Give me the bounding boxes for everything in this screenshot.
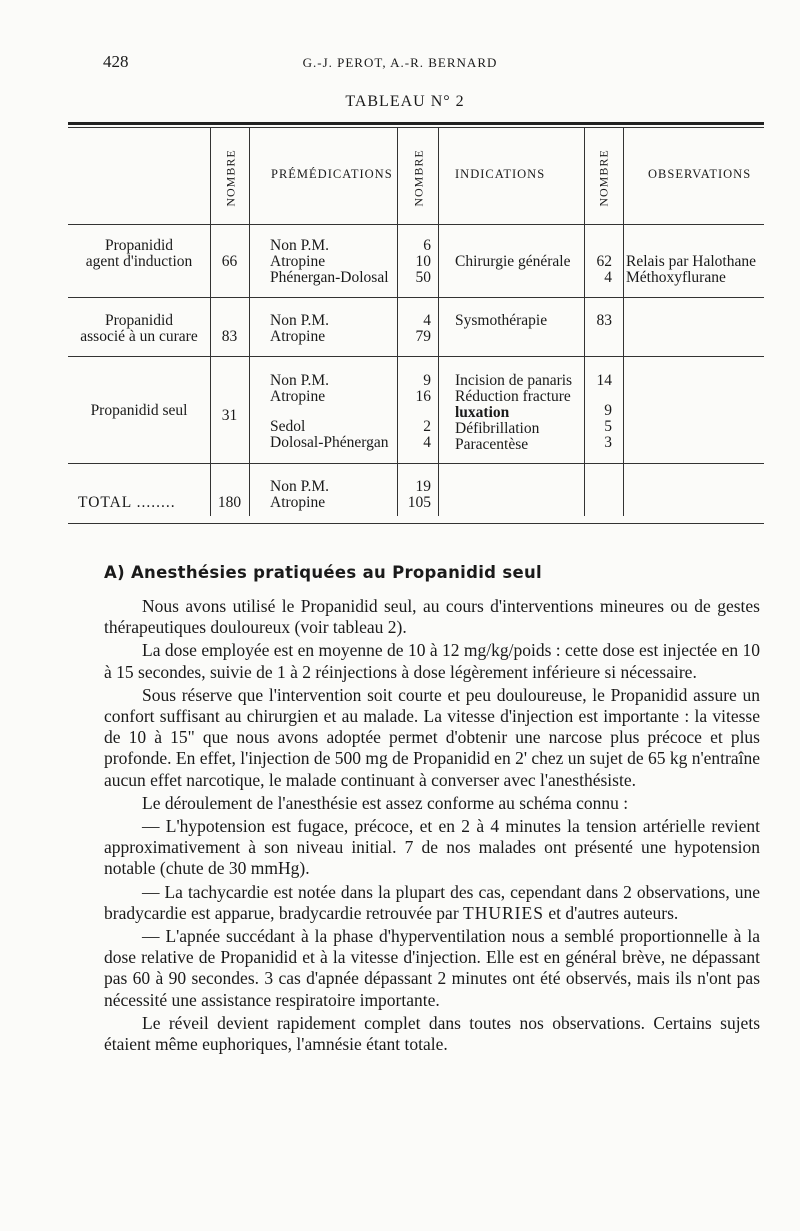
premedication-item: Non P.M.	[270, 237, 330, 254]
paragraph: La dose employée est en moyenne de 10 à 12 mg/kg/poids : cette dose est injectée en 10 à 15 secondes, suivie de 1 à 2 réinjections à dose légèrement inférieure si nécessaire.	[104, 640, 760, 682]
spacer	[270, 405, 389, 419]
premedication-item: Atropine	[270, 494, 326, 511]
paragraph	[104, 882, 760, 924]
premedication-count: 50	[415, 269, 431, 286]
header-nombre: NOMBRE	[411, 149, 426, 207]
premedication-item: Atropine	[270, 328, 326, 345]
paragraph: Le réveil devient rapidement complet dans toutes nos observations. Certains sujets étaient même euphoriques, l'amnésie étant totale.	[104, 1012, 760, 1055]
paragraph-text: — La tachycardie est notée dans la plupart des cas, cependant dans 2 observations, une bradycardie est apparue, bradycardie retrouvée par	[104, 881, 760, 923]
premedication-item: Sedol	[270, 418, 306, 435]
indication-count: 5	[604, 418, 612, 435]
row-nombre: 31	[221, 407, 238, 424]
premedication-count: 4	[423, 312, 431, 329]
indication-item: Paracentèse	[455, 436, 529, 453]
table-top-rule-thin	[68, 127, 764, 128]
col-divider	[438, 128, 439, 516]
section-heading: A) Anesthésies pratiquées au Propanidid seul	[104, 563, 542, 582]
header-nombre: NOMBRE	[223, 149, 238, 207]
premedication-item: Atropine	[270, 253, 326, 270]
row-rule	[68, 356, 764, 357]
premedication-count: 2	[423, 418, 431, 435]
premedication-item: Atropine	[270, 388, 326, 405]
col-divider	[249, 128, 250, 516]
premedication-item: Non P.M.	[270, 312, 330, 329]
indication-item: luxation	[455, 404, 510, 421]
row-label-line: agent d'induction	[85, 253, 193, 270]
indication-list	[455, 373, 572, 453]
row-label-line: associé à un curare	[80, 328, 198, 345]
indication-count: 62	[596, 253, 612, 270]
premedication-count: 16	[415, 388, 431, 405]
paragraph: Le déroulement de l'anesthésie est assez conforme au schéma connu :	[142, 792, 629, 813]
col-divider	[623, 128, 624, 516]
indication-item: Chirurgie générale	[455, 253, 571, 270]
premedication-count: 4	[423, 434, 431, 451]
page-header	[0, 52, 800, 76]
table-row-label: Propanidid seul	[90, 402, 188, 419]
row-label-line: Propanidid	[104, 237, 174, 254]
indication-item: Défibrillation	[455, 420, 540, 437]
premedication-count: 9	[423, 372, 431, 389]
row-rule	[68, 463, 764, 464]
premedication-count: 6	[423, 237, 431, 254]
premedication-item: Phénergan-Dolosal	[270, 269, 389, 286]
premedication-count: 19	[415, 478, 431, 495]
header-premedications: PRÉMÉDICATIONS	[271, 167, 393, 181]
paragraph: Nous avons utilisé le Propanidid seul, au cours d'interventions mineures ou de gestes thérapeutiques douloureux (voir tableau 2).	[104, 596, 760, 638]
row-nombre: 83	[221, 328, 238, 345]
page-number: 428	[103, 52, 129, 71]
indication-count: 4	[604, 269, 612, 286]
indication-item: Réduction fracture	[455, 388, 571, 405]
indication-counts	[585, 373, 612, 451]
table-row-label	[68, 238, 210, 270]
premedication-counts	[398, 313, 431, 345]
observation-item: Méthoxyflurane	[626, 269, 726, 286]
total-label: TOTAL ........	[78, 494, 176, 511]
table-top-rule	[68, 122, 764, 125]
indication-counts	[585, 254, 612, 286]
row-rule	[68, 224, 764, 225]
indication-item: Sysmothérapie	[455, 312, 548, 329]
total-nombre: 180	[217, 494, 242, 511]
premedication-item: Dolosal-Phénergan	[270, 434, 389, 451]
table-row-label	[68, 313, 210, 345]
indication-count: 9	[604, 402, 612, 419]
spacer	[585, 389, 612, 403]
paragraph: Sous réserve que l'intervention soit courte et peu douloureuse, le Propanidid assure un confort suffisant au chirurgien et au malade. La vitesse d'injection est importante : la vitesse de 10 à 15" que nous avons adoptée permet d'obtenir une narcose plus précoce et plus profonde. En effet, l'injection de 500 mg de Propanidid en 2' chez un sujet de 65 kg n'entraîne aucun effet narcotique, le malade continuant à converser avec l'anesthésiste.	[104, 684, 760, 790]
body-text	[104, 596, 760, 1057]
premedication-list	[270, 373, 389, 451]
paragraph-text: et d'autres auteurs.	[548, 902, 679, 923]
col-divider	[210, 128, 211, 516]
premedication-list	[270, 238, 389, 286]
indication-count: 3	[604, 434, 612, 451]
header-observations: OBSERVATIONS	[648, 167, 752, 181]
premedication-item: Non P.M.	[270, 372, 330, 389]
spacer	[398, 405, 431, 419]
running-head-authors: G.-J. PEROT, A.-R. BERNARD	[302, 55, 498, 70]
row-label-line: Propanidid	[104, 312, 174, 329]
premedication-list	[270, 313, 329, 345]
premedication-counts	[398, 373, 431, 451]
indication-item: Incision de panaris	[455, 372, 573, 389]
indication-count: 83	[596, 312, 612, 329]
premedication-count: 105	[407, 494, 431, 511]
row-rule	[68, 297, 764, 298]
cited-author: THURIES	[463, 902, 544, 923]
premedication-counts	[398, 479, 431, 511]
paragraph: — L'apnée succédant à la phase d'hyperventilation nous a semblé proportionnelle à la dose relative de Propanidid et à la vitesse d'injection. Elle est en général brève, ne dépassant pas 60 à 90 secondes. 3 cas d'apnée dépassant 2 minutes ont été observés, mais ils n'ont pas nécessité une assistance respiratoire importante.	[104, 926, 760, 1010]
table-bottom-rule	[68, 523, 764, 524]
data-table	[68, 120, 764, 530]
observation-item: Relais par Halothane	[626, 253, 756, 270]
premedication-counts	[398, 238, 431, 286]
premedication-count: 10	[415, 253, 431, 270]
paragraph: — L'hypotension est fugace, précoce, et en 2 à 4 minutes la tension artérielle revient approximativement à son niveau initial. 7 de nos malades ont présenté une hypotension notable (chute de 30 mmHg).	[104, 816, 760, 879]
premedication-item: Non P.M.	[270, 478, 330, 495]
header-indications: INDICATIONS	[455, 167, 546, 181]
premedication-list	[270, 479, 329, 511]
header-nombre: NOMBRE	[596, 149, 611, 207]
premedication-count: 79	[415, 328, 431, 345]
observation-list	[626, 254, 756, 286]
indication-count: 14	[596, 372, 612, 389]
row-nombre: 66	[221, 253, 238, 270]
table-title: TABLEAU N° 2	[345, 93, 465, 110]
